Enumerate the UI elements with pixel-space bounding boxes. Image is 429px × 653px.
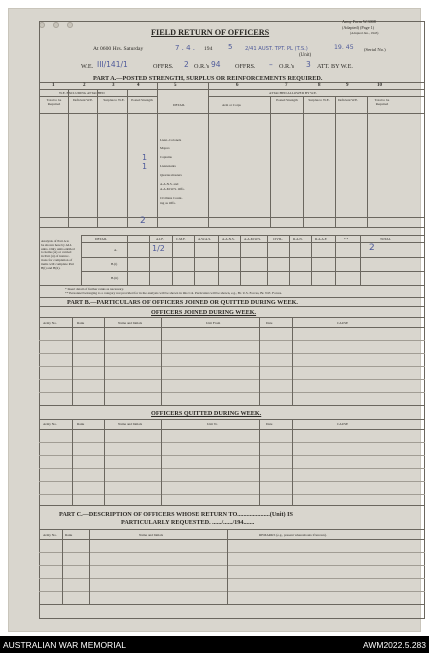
col-head: DETAIL bbox=[173, 103, 185, 107]
footnote-2: ** Personnel belonging to a category not provided for in the analysis will be shown in this Col. Particulars will be shown, e.g., Br. U.S. Forces, Br. N.E. Forces. bbox=[65, 291, 283, 295]
analysis-col: C.M.F. bbox=[176, 237, 186, 241]
rank-label: Lieutenants bbox=[160, 164, 176, 168]
quitted-title: OFFICERS QUITTED DURING WEEK. bbox=[151, 410, 262, 417]
part-b-title: PART B.—PARTICULARS OF OFFICERS JOINED OR QUITTED DURING WEEK. bbox=[67, 299, 298, 306]
analysis-col: * * bbox=[344, 237, 349, 241]
analysis-total-handwritten: 2 bbox=[369, 243, 375, 253]
we-label: W.E. bbox=[81, 63, 94, 70]
unit-handwritten: 2/41 AUST. TPT. PL (T.S.) bbox=[245, 46, 308, 52]
adapted-label: (Adapted) (Page 1) bbox=[342, 25, 375, 30]
footer-bar bbox=[0, 636, 429, 653]
joined-col-head: CAUSE bbox=[337, 321, 349, 325]
analysis-row-label: B.(ii) bbox=[111, 276, 119, 280]
ors-handwritten: 94 bbox=[211, 60, 221, 69]
att-by-we-label: ATT. BY W.E. bbox=[317, 63, 353, 70]
col-number: 7 bbox=[285, 83, 288, 88]
we-handwritten: III/141/1 bbox=[97, 60, 128, 69]
col-number: 2 bbox=[83, 83, 86, 88]
analysis-col: A.W.A.S. bbox=[198, 237, 212, 241]
joined-col-head: Name and Initials bbox=[118, 321, 143, 325]
offrs-att-label: OFFRS. bbox=[235, 63, 256, 70]
col-head: Deficient W.E. bbox=[72, 98, 94, 102]
rank-label: A.A.N.S. and bbox=[160, 182, 179, 186]
part-c-col-head: Rank bbox=[65, 533, 73, 537]
col-number: 1 bbox=[52, 83, 55, 88]
col-number: 6 bbox=[236, 83, 239, 88]
col-head: Surplus to W.E. bbox=[308, 98, 330, 102]
rank-label: Captains bbox=[160, 155, 172, 159]
col-number: 9 bbox=[346, 83, 349, 88]
joined-col-head: Date bbox=[266, 321, 273, 325]
col-head: Posted Strength bbox=[276, 98, 298, 102]
footer-accession-number: AWM2022.5.283 bbox=[363, 640, 426, 650]
col-head: Surplus to W.E. bbox=[103, 98, 125, 102]
footer-institution: AUSTRALIAN WAR MEMORIAL bbox=[3, 640, 126, 650]
part-c-col-head: REMARKS (e.g., present whereabouts if known). bbox=[259, 533, 327, 537]
total-posted-handwritten: 2 bbox=[140, 216, 146, 226]
adapted-note: (Adapted Jan., 1943) bbox=[350, 31, 379, 35]
part-c-title-line2: PARTICULARLY REQUESTED. ....../....../194....... bbox=[121, 519, 255, 526]
col-number: 10 bbox=[377, 83, 382, 88]
unit-label: (Unit) bbox=[299, 53, 312, 58]
quitted-col-head: Rank bbox=[77, 422, 85, 426]
form-title: FIELD RETURN OF OFFICERS bbox=[151, 28, 270, 37]
rank-label: A.A.M.W.S. Offs. bbox=[160, 187, 185, 191]
aif-handwritten: 1/2 bbox=[152, 244, 165, 253]
col-number: 5 bbox=[174, 83, 177, 88]
date-handwritten: 7 . 4 . bbox=[175, 44, 196, 52]
quitted-col-head: Date bbox=[266, 422, 273, 426]
lieutenants-posted-handwritten: 1 bbox=[142, 162, 148, 171]
analysis-row-label: B.(i) bbox=[111, 262, 118, 266]
form-paper bbox=[8, 8, 421, 632]
quitted-col-head: Unit To bbox=[207, 422, 218, 426]
col-head: Posted Strength bbox=[131, 98, 153, 102]
ors-att-handwritten: 3 bbox=[306, 60, 311, 69]
analysis-col: R.A.A.F. bbox=[315, 237, 328, 241]
analysis-col: CIVIL. bbox=[273, 237, 283, 241]
year-handwritten: 5 bbox=[228, 43, 233, 51]
rank-label: Civilians Count- bbox=[160, 196, 183, 200]
offrs-att-handwritten: – bbox=[269, 60, 273, 69]
joined-col-head: Unit From bbox=[206, 321, 221, 325]
analysis-col: A.A.N.S. bbox=[222, 237, 235, 241]
col-head: Deficient W.E. bbox=[337, 98, 359, 102]
quitted-col-head: Name and Initials bbox=[118, 422, 143, 426]
col-number: 3 bbox=[112, 83, 115, 88]
analysis-note: Analysis of Part A to be shown here by ALL units. Only units entitled to items (A) or carried in Part (4) of instruc- tions for completion of items will complete Part B(i) and B(ii). bbox=[41, 239, 75, 270]
we-excluding-attached-header: W.E. EXCLUDING ATTACHED bbox=[59, 91, 105, 95]
part-c-col-head: Name and Initials bbox=[139, 533, 164, 537]
rank-label: Majors bbox=[160, 146, 170, 150]
offrs-handwritten: 2 bbox=[184, 60, 189, 69]
joined-col-head: Army No. bbox=[43, 321, 57, 325]
offrs-label: OFFRS. bbox=[153, 63, 174, 70]
part-a-title: PART A.—POSTED STRENGTH, SURPLUS OR REINFORCEMENTS REQUIRED. bbox=[93, 75, 323, 82]
joined-col-head: Rank bbox=[77, 321, 85, 325]
col-head: Total to be Required bbox=[46, 98, 62, 106]
col-head: Total to be Required bbox=[374, 98, 390, 106]
attached-allowed-header: ATTACHED ALLOWED BY W.E. bbox=[269, 91, 317, 95]
analysis-col-detail: DETAIL bbox=[95, 237, 107, 241]
col-number: 8 bbox=[318, 83, 321, 88]
ors-label: O.R.'s bbox=[194, 63, 210, 70]
col-number: 4 bbox=[137, 83, 140, 88]
year-prefix: 194 bbox=[204, 46, 213, 52]
serial-handwritten: 19. 45 bbox=[334, 44, 354, 51]
serial-label: (Serial No.) bbox=[364, 47, 386, 52]
analysis-col: R.A.N. bbox=[293, 237, 303, 241]
army-form-number: Army Form W.3008 bbox=[342, 19, 376, 24]
part-c-title-line1: PART C.—DESCRIPTION OF OFFICERS WHOSE RETURN TO.....................(Unit) IS bbox=[59, 511, 293, 518]
rank-label: ing as Offs. bbox=[160, 201, 176, 205]
col-head: Arm or Corps bbox=[222, 103, 241, 107]
quitted-col-head: CAUSE bbox=[337, 422, 349, 426]
quitted-col-head: Army No. bbox=[43, 422, 57, 426]
analysis-col-total: TOTAL bbox=[380, 237, 391, 241]
analysis-row-label: A. bbox=[114, 248, 118, 252]
captains-posted-handwritten: 1 bbox=[142, 153, 148, 162]
at-line-label: At 0600 Hrs. Saturday bbox=[93, 46, 144, 52]
ors-att-label: O.R.'s bbox=[279, 63, 295, 70]
joined-title: OFFICERS JOINED DURING WEEK. bbox=[151, 309, 257, 316]
rank-label: Quarter-masters bbox=[160, 173, 182, 177]
analysis-col: A.A.M.W.S. bbox=[244, 237, 261, 241]
rank-label: Lieut.-Colonels bbox=[160, 138, 182, 142]
analysis-col: A.I.F. bbox=[156, 237, 164, 241]
footnote-1: * Insert detail of further ranks as necessary. bbox=[65, 287, 124, 291]
part-c-col-head: Army No. bbox=[43, 533, 57, 537]
